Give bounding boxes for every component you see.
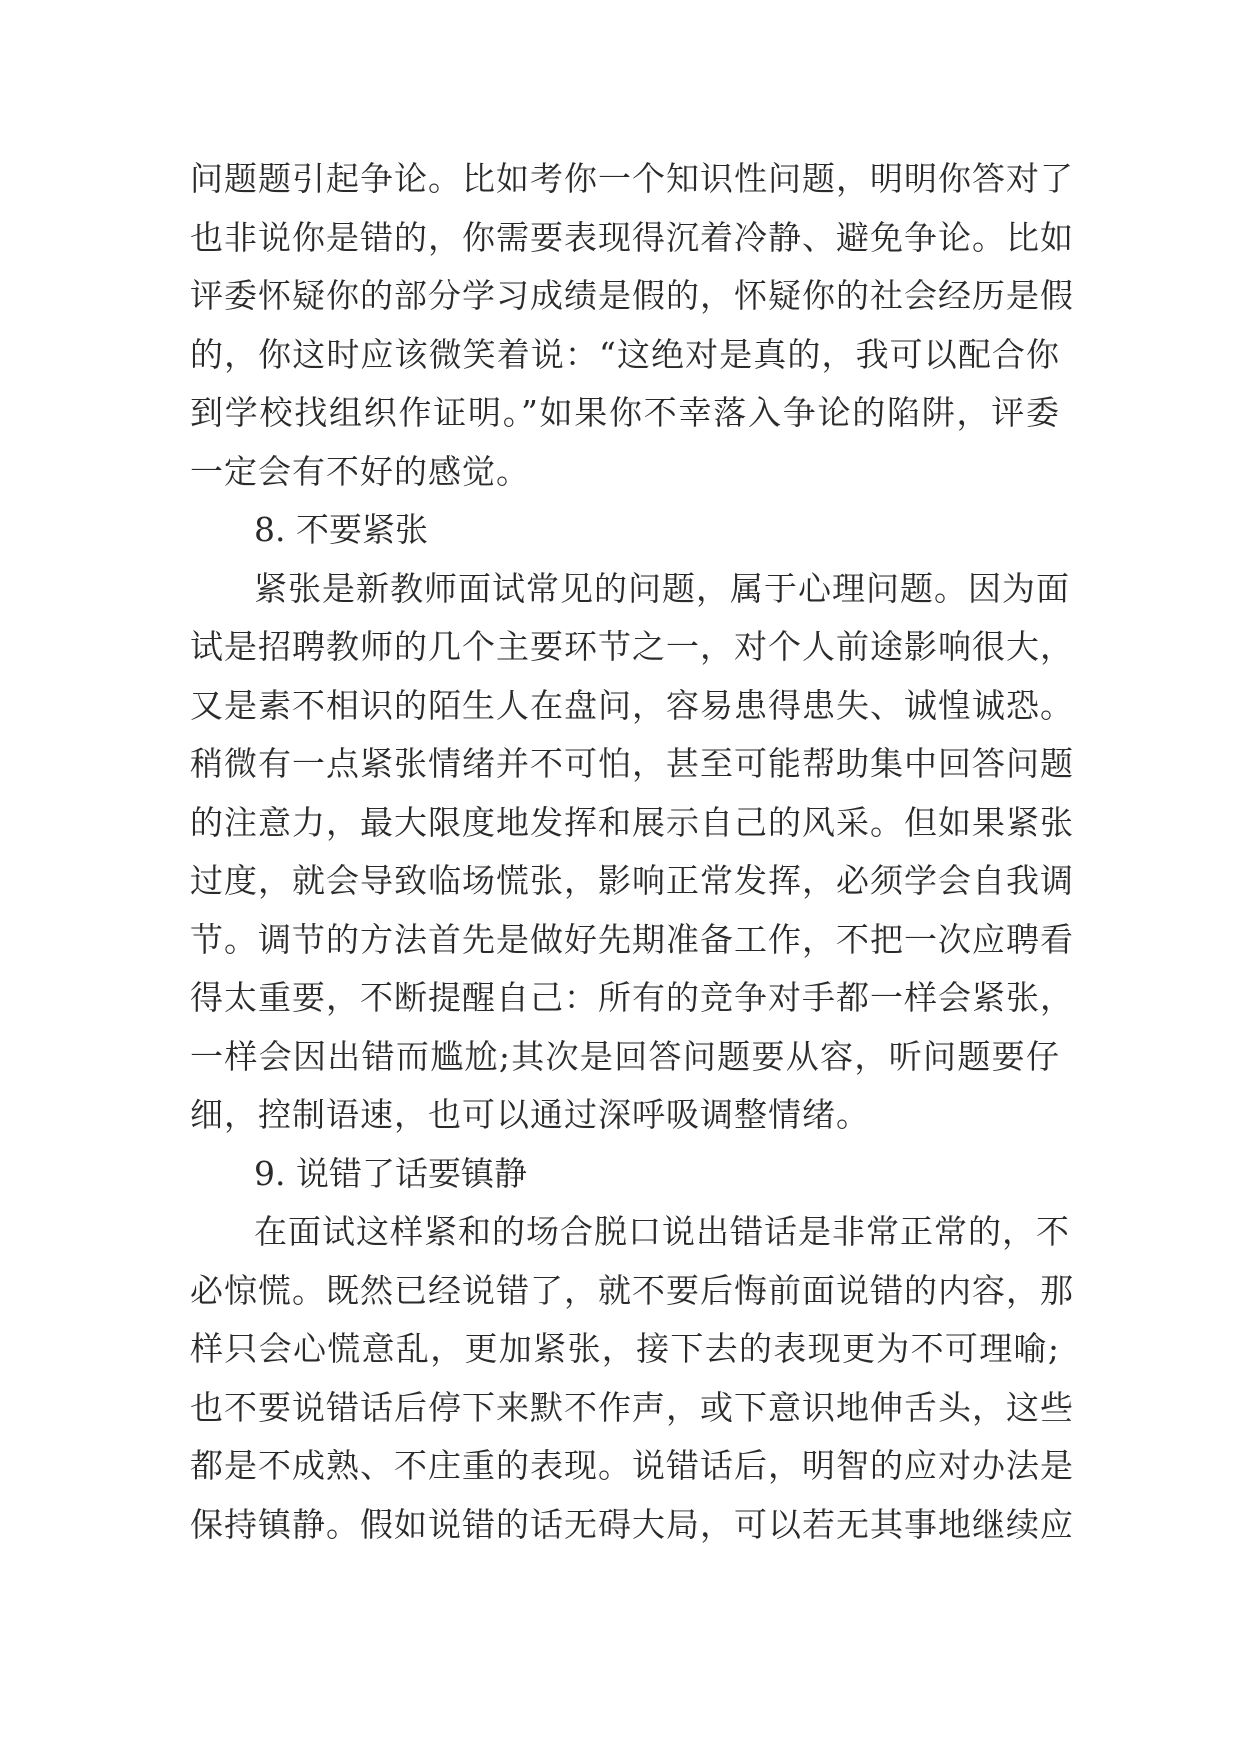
text-line: 也非说你是错的，你需要表现得沉着冷静、避免争论。比如 [190, 217, 1074, 257]
text-line: 在面试这样紧和的场合脱口说出错话是非常正常的，不 [254, 1212, 1070, 1251]
text-line: 的注意力，最大限度地发挥和展示自己的风采。但如果紧张 [190, 802, 1074, 842]
text-line: 一样会因出错而尴尬;其次是回答问题要从容，听问题要仔 [190, 1036, 1060, 1076]
text-line: 必惊慌。既然已经说错了，就不要后悔前面说错的内容，那 [190, 1270, 1074, 1310]
text-line: 保持镇静。假如说错的话无碍大局，可以若无其事地继续应 [190, 1504, 1074, 1544]
text-line: 样只会心慌意乱，更加紧张，接下去的表现更为不可理喻; [190, 1329, 1060, 1368]
text-line: 得太重要，不断提醒自己：所有的竞争对手都一样会紧张， [190, 978, 1074, 1017]
text-line: 节。调节的方法首先是做好先期准备工作，不把一次应聘看 [190, 919, 1074, 959]
text-line: 紧张是新教师面试常见的问题，属于心理问题。因为面 [254, 568, 1070, 608]
text-line: 细，控制语速，也可以通过深呼吸调整情绪。 [190, 1095, 870, 1134]
body-text [190, 150, 1074, 1554]
text-line: 都是不成熟、不庄重的表现。说错话后，明智的应对办法是 [190, 1446, 1074, 1485]
text-line: 又是素不相识的陌生人在盘问，容易患得患失、诚惶诚恐。 [190, 685, 1074, 725]
text-line: 的，你这时应该微笑着说：“这绝对是真的，我可以配合你 [190, 334, 1060, 374]
text-line: 到学校找组织作证明。”如果你不幸落入争论的陷阱，评委 [190, 393, 1060, 432]
text-line: 评委怀疑你的部分学习成绩是假的，怀疑你的社会经历是假 [190, 276, 1074, 315]
text-line: 问题题引起争论。比如考你一个知识性问题，明明你答对了 [190, 159, 1074, 198]
text-line: 一定会有不好的感觉。 [190, 451, 530, 491]
section-heading-9: 9. 说错了话要镇静 [254, 1153, 527, 1193]
text-line: 稍微有一点紧张情绪并不可怕，甚至可能帮助集中回答问题 [190, 744, 1074, 783]
text-line: 试是招聘教师的几个主要环节之一，对个人前途影响很大， [190, 627, 1074, 666]
text-line: 也不要说错话后停下来默不作声，或下意识地伸舌头，这些 [190, 1387, 1074, 1427]
text-line: 过度，就会导致临场慌张，影响正常发挥，必须学会自我调 [190, 861, 1074, 900]
section-heading-8: 8. 不要紧张 [254, 510, 428, 549]
